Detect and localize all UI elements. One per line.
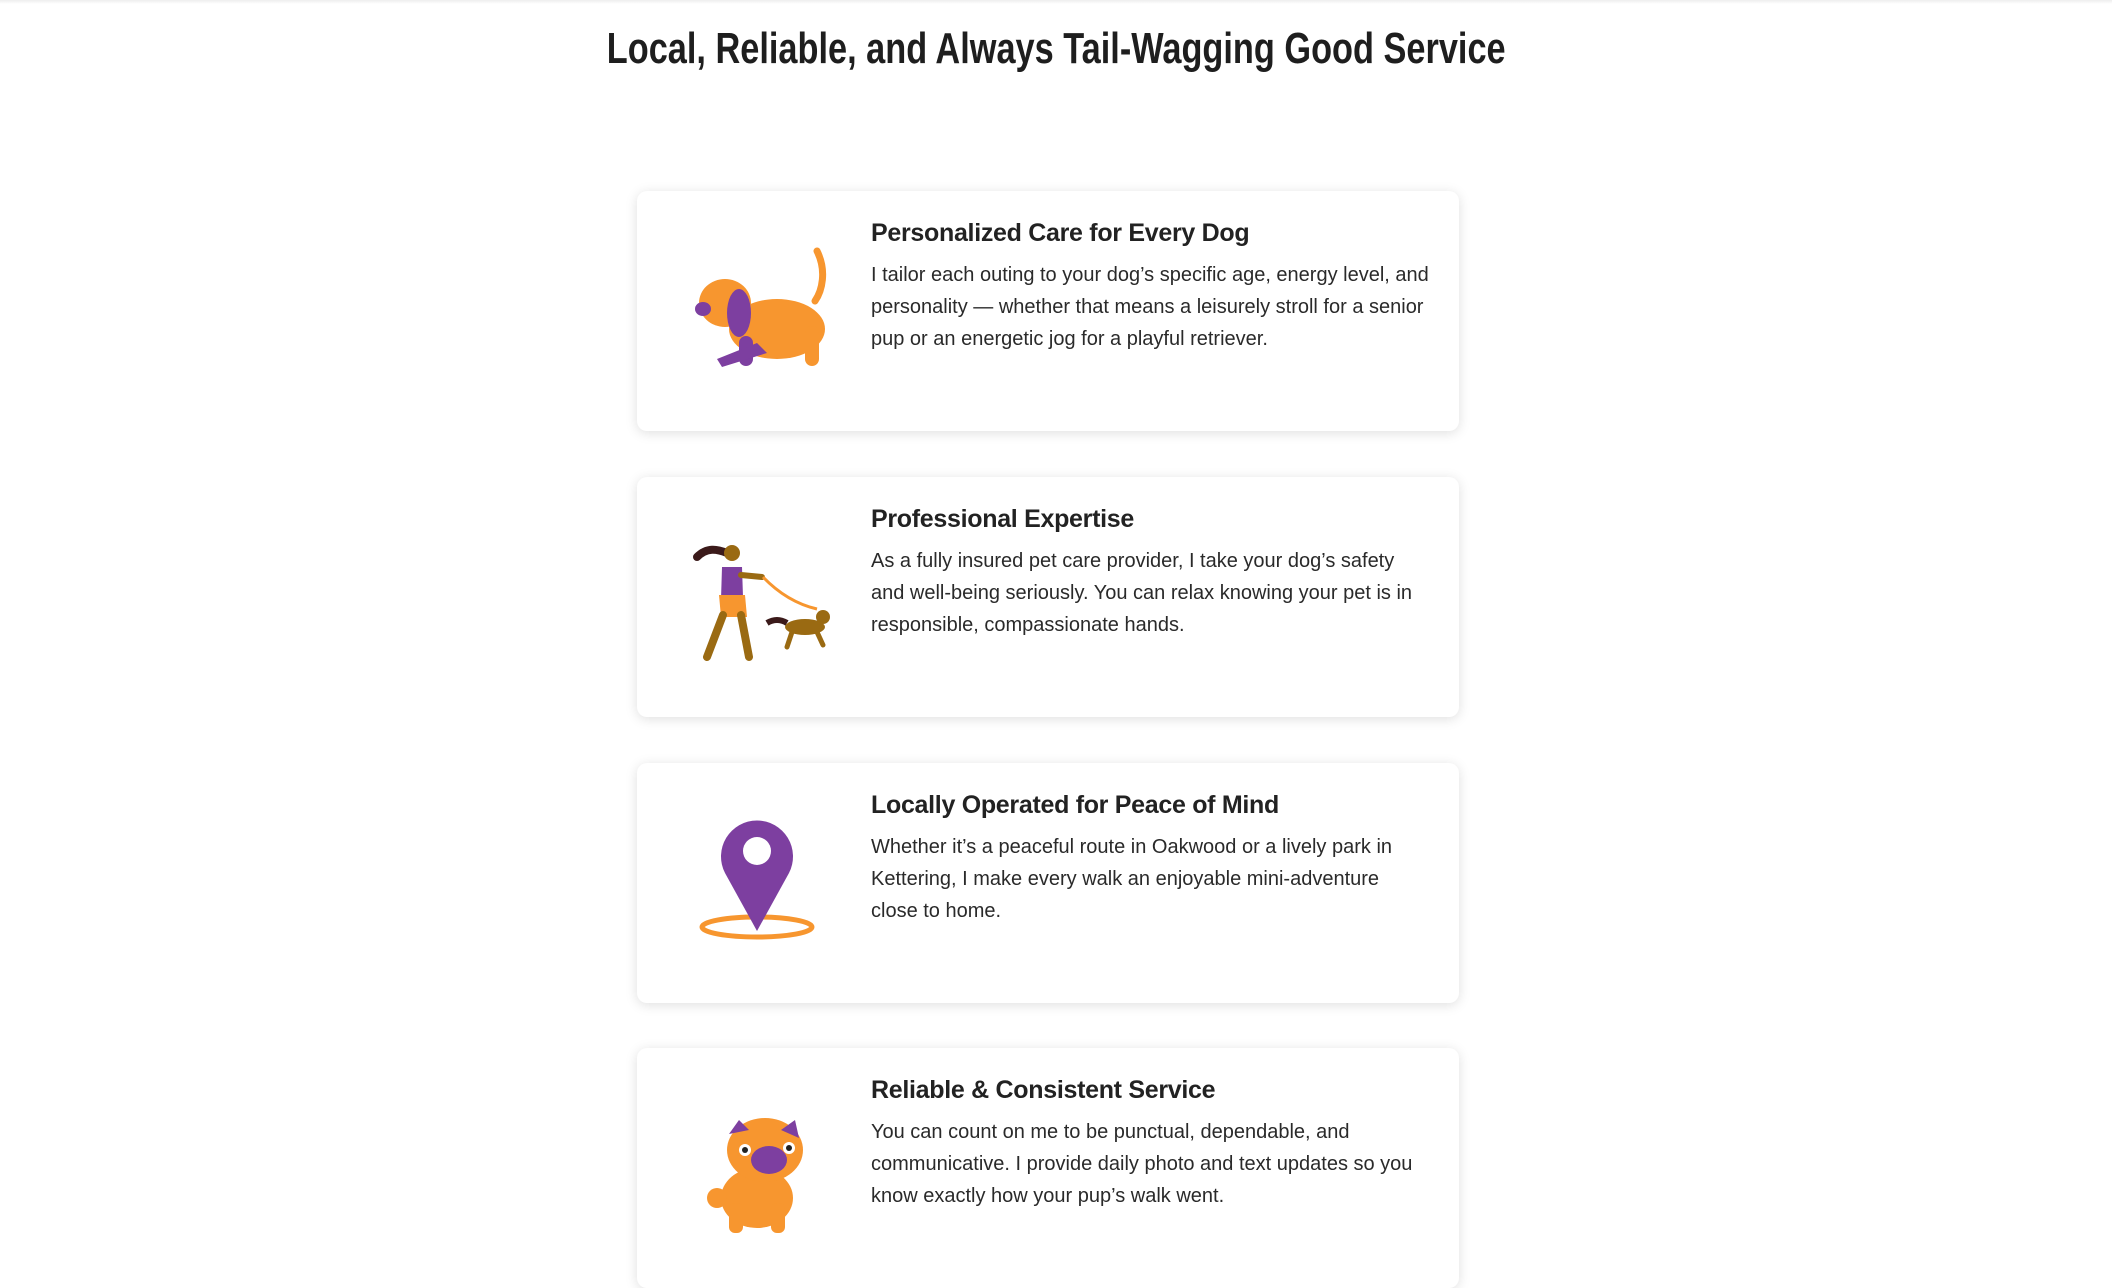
feature-card-personalized-care	[637, 191, 1459, 431]
feature-title: Reliable & Consistent Service	[871, 1076, 1216, 1104]
dog-walker-icon	[677, 517, 837, 667]
feature-description: As a fully insured pet care provider, I take your dog’s safety and well-being seriously. You can relax knowing your pet is in responsible, compassionate hands.	[871, 550, 1413, 636]
section-heading	[0, 22, 2112, 75]
feature-description: Whether it’s a peaceful route in Oakwood or a lively park in Kettering, I make every walk an enjoyable mini-adventure close to home.	[871, 836, 1393, 922]
section-heading-text: Local, Reliable, and Always Tail-Wagging Good Service	[606, 24, 1506, 73]
feature-card-reliable-service	[637, 1048, 1459, 1288]
top-divider	[0, 0, 2112, 4]
pug-icon	[677, 1088, 837, 1238]
feature-title: Professional Expertise	[871, 505, 1134, 533]
feature-title: Personalized Care for Every Dog	[871, 219, 1250, 247]
location-pin-icon	[677, 803, 837, 953]
dog-icon	[677, 231, 837, 381]
feature-description: I tailor each outing to your dog’s specific age, energy level, and personality — whether that means a leisurely stroll for a senior pup or an energetic jog for a playful retriever.	[871, 264, 1429, 350]
feature-card-locally-operated	[637, 763, 1459, 1003]
feature-card-professional-expertise	[637, 477, 1459, 717]
feature-description: You can count on me to be punctual, dependable, and communicative. I provide daily photo and text updates so you know exactly how your pup’s walk went.	[871, 1121, 1413, 1207]
feature-title: Locally Operated for Peace of Mind	[871, 791, 1279, 819]
